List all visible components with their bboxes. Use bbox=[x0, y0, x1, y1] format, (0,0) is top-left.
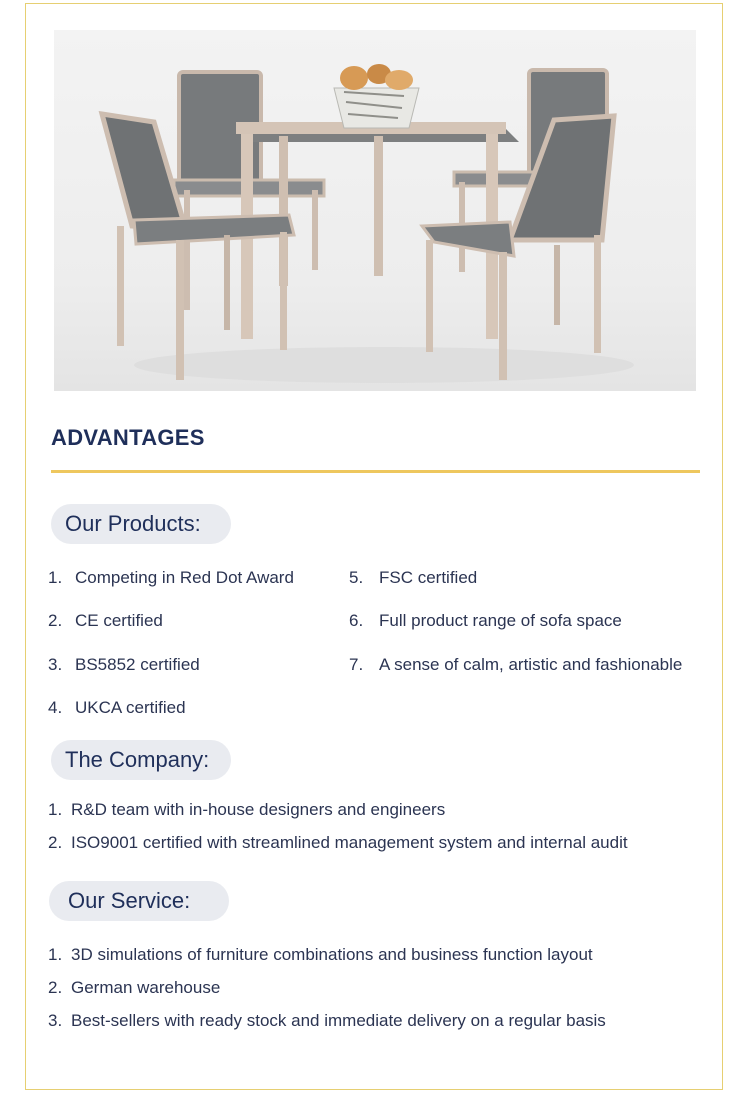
list-text: Full product range of sofa space bbox=[379, 611, 622, 630]
section-title: ADVANTAGES bbox=[51, 425, 205, 450]
list-item bbox=[48, 1011, 606, 1031]
list-number: 4. bbox=[48, 698, 63, 717]
list-text: German warehouse bbox=[71, 978, 221, 997]
products-pill bbox=[51, 504, 231, 544]
service-title: Our Service: bbox=[68, 888, 191, 913]
list-number: 2. bbox=[48, 611, 63, 630]
list-number: 1. bbox=[48, 568, 63, 587]
list-number: 7. bbox=[349, 655, 364, 674]
list-number: 2. bbox=[48, 978, 63, 997]
list-item bbox=[349, 655, 682, 675]
list-number: 2. bbox=[48, 833, 63, 852]
service-pill bbox=[49, 881, 229, 921]
list-text: FSC certified bbox=[379, 568, 478, 587]
list-text: Best-sellers with ready stock and immediate delivery on a regular basis bbox=[71, 1011, 606, 1030]
section-divider bbox=[51, 470, 700, 473]
list-text: BS5852 certified bbox=[75, 655, 200, 674]
list-item bbox=[349, 611, 622, 631]
list-text: UKCA certified bbox=[75, 698, 186, 717]
list-item bbox=[48, 611, 163, 631]
list-number: 1. bbox=[48, 945, 63, 964]
list-number: 5. bbox=[349, 568, 364, 587]
list-item bbox=[349, 568, 477, 588]
chair-front-right bbox=[422, 116, 614, 380]
list-item bbox=[48, 833, 628, 853]
company-pill bbox=[51, 740, 231, 780]
dining-set-illustration bbox=[54, 30, 696, 391]
list-text: 3D simulations of furniture combinations and business function layout bbox=[71, 945, 593, 964]
list-text: CE certified bbox=[75, 611, 163, 630]
list-item bbox=[48, 945, 593, 965]
list-item bbox=[48, 978, 220, 998]
products-title: Our Products: bbox=[65, 511, 201, 536]
list-item bbox=[48, 568, 294, 588]
list-text: Competing in Red Dot Award bbox=[75, 568, 294, 587]
list-item bbox=[48, 698, 186, 718]
list-item bbox=[48, 655, 200, 675]
list-text: A sense of calm, artistic and fashionable bbox=[379, 655, 683, 674]
list-number: 6. bbox=[349, 611, 364, 630]
list-number: 3. bbox=[48, 655, 63, 674]
list-number: 1. bbox=[48, 800, 63, 819]
product-photo bbox=[54, 30, 696, 391]
company-title: The Company: bbox=[65, 747, 210, 772]
list-text: ISO9001 certified with streamlined management system and internal audit bbox=[71, 833, 628, 852]
list-number: 3. bbox=[48, 1011, 63, 1030]
list-item bbox=[48, 800, 445, 820]
list-text: R&D team with in-house designers and engineers bbox=[71, 800, 446, 819]
bread-basket bbox=[334, 64, 419, 128]
